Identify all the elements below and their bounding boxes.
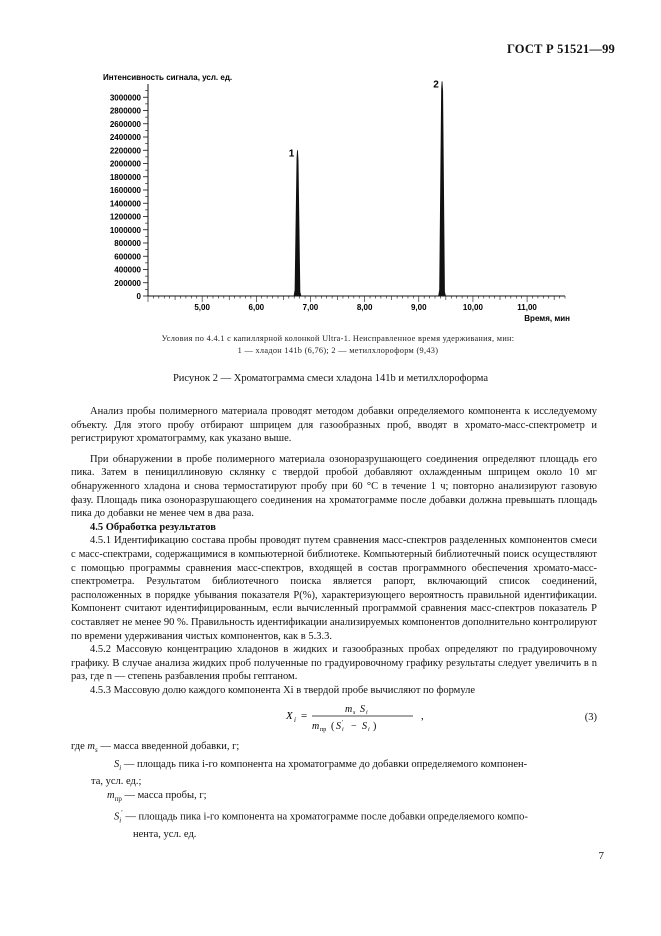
svg-text:S: S xyxy=(336,721,341,732)
figure-conditions xyxy=(118,333,558,357)
definition-mpr: $m_{пр}$ — масса пробы, г; xyxy=(107,789,207,804)
svg-text:−: − xyxy=(351,721,357,732)
svg-text:пр: пр xyxy=(320,727,327,733)
y-tick-label: 200000 xyxy=(114,278,141,288)
y-tick-label: 0 xyxy=(136,292,141,301)
peak-1 xyxy=(294,150,301,296)
y-tick-label: 600000 xyxy=(114,252,141,262)
svg-text:m: m xyxy=(312,721,320,732)
svg-text:i: i xyxy=(368,727,370,733)
body-text xyxy=(71,405,597,697)
peak-label-2: 2 xyxy=(433,79,439,91)
y-tick-label: 1400000 xyxy=(109,199,141,209)
conditions-line-2: 1 — хладон 141b (6,76); 2 — метилхлороформ (9,43) xyxy=(237,346,439,355)
chart-axes xyxy=(148,84,565,296)
y-axis-label: Интенсивность сигнала, усл. ед. xyxy=(103,73,233,82)
page-number: 7 xyxy=(598,850,604,862)
svg-text:i: i xyxy=(342,727,344,733)
paragraph-2: При обнаружении в пробе полимерного материала озоноразрушающего соединения определяют площадь его пика. Затем в пенициллиновую склянку с твердой пробой добавляют охлажденным шприцем около 10 мг обнаруженного хладона и снова термостатируют пробу при 60 °С в течение 1 ч; повторно анализируют газовую фазу. Площадь пика озоноразрушающего соединения на хроматограмме после добавки должна превышать площадь пика до добавки не менее чем в два раза. xyxy=(71,453,597,520)
paragraph-4-5-2: 4.5.2 Массовую концентрацию хладонов в жидких и газообразных пробах определяют по градуировочному графику. В случае анализа жидких проб полученные по градуировочному графику результаты следует увеличить в n раз, где n — степень разбавления пробы гептаном. xyxy=(71,644,597,683)
figure-caption: Рисунок 2 — Хроматограмма смеси хладона 141b и метилхлороформа xyxy=(172,373,489,384)
y-tick-label: 1200000 xyxy=(109,212,141,222)
peaks xyxy=(289,79,446,296)
svg-text:S: S xyxy=(360,704,365,715)
definition-si: $S_i$ — площадь пика i-го компонента на хроматограмме до добавки определяемого компонен- xyxy=(114,758,528,772)
x-tick-label: 10,00 xyxy=(462,303,483,312)
y-tick-label: 1600000 xyxy=(109,186,141,195)
x-axis-label: Время, мин xyxy=(524,314,570,323)
y-tick-label: 800000 xyxy=(114,239,141,248)
paragraph-4-5-1: 4.5.1 Идентификацию состава пробы проводят путем сравнения масс-спектров разделенных компонентов смеси с масс-спектрами, содержащимися в компьютерной библиотеке. Компьютерный библиотечный поиск осуществляют с помощью программы сравнения масс-спектров, входящей в состав программного обеспечения хромато-масс-спектрометра. Результатом библиотечного поиска является рапорт, включающий список соединений, расположенных в порядке убывания показателя P(%), характеризующего вероятность правильной идентификации. Компонент считают идентифицированным, если вычисленный программой сравнения масс-спектров показатель P составляет не менее 90 %. Правильность идентификации анализируемых компонентов дополнительно контролируют по времени удерживания чистых компонентов, как в 5.3.3. xyxy=(71,535,597,642)
definition-si-prime: $S_i'$ — площадь пика i-го компонента на хроматограмме после добавки определяемого компо- xyxy=(114,808,528,825)
svg-text:X: X xyxy=(286,710,293,722)
svg-text:,: , xyxy=(421,710,424,722)
definition-si-prime-cont: нента, усл. ед. xyxy=(133,828,197,840)
definition-ms: где $m_s$ — масса введенной добавки, г; xyxy=(71,741,240,755)
y-tick-label: 1000000 xyxy=(109,225,141,235)
svg-text:=: = xyxy=(301,710,308,722)
document-code: ГОСТ Р 51521—99 xyxy=(506,42,615,56)
peak-label-1: 1 xyxy=(288,148,295,160)
x-tick-label: 8,00 xyxy=(356,303,373,312)
paragraph-4-5-3: 4.5.3 Массовую долю каждого компонента Xi в твердой пробе вычисляют по формуле xyxy=(90,684,476,696)
section-heading-4-5: 4.5 Обработка результатов xyxy=(90,521,216,533)
x-ticks xyxy=(148,296,565,312)
y-tick-label: 3000000 xyxy=(109,93,141,103)
y-tick-label: 2400000 xyxy=(109,133,141,142)
paragraph-1: Анализ пробы полимерного материала проводят методом добавки определяемого компонента к исследуемому объекту. Для этого пробу отбирают шприцем для газообразных проб, вводят в хромато-масс-спектрометр и регистрируют хроматограмму, как указано выше. xyxy=(71,406,597,445)
definition-si-cont: та, усл. ед.; xyxy=(91,776,142,788)
svg-text:S: S xyxy=(362,721,367,732)
x-tick-label: 11,00 xyxy=(517,303,537,312)
conditions-line-1: Условия по 4.4.1 с капиллярной колонкой Ultra-1. Неисправленное время удерживания, мин: xyxy=(161,334,515,343)
y-tick-label: 400000 xyxy=(114,265,141,275)
x-tick-label: 7,00 xyxy=(302,303,319,312)
y-tick-label: 2800000 xyxy=(109,106,141,116)
svg-text:i: i xyxy=(366,710,368,716)
x-tick-label: 6,00 xyxy=(248,303,265,312)
svg-text:m: m xyxy=(345,704,353,715)
formula-number: (3) xyxy=(584,712,597,723)
svg-text:′: ′ xyxy=(342,720,344,726)
y-tick-label: 1800000 xyxy=(109,172,141,182)
y-tick-label: 2200000 xyxy=(109,146,141,156)
svg-text:i: i xyxy=(294,716,296,724)
y-tick-label: 2000000 xyxy=(109,159,141,169)
x-tick-label: 9,00 xyxy=(410,303,427,312)
x-tick-label: 5,00 xyxy=(194,303,210,312)
definitions xyxy=(71,740,597,841)
svg-text:): ) xyxy=(373,721,377,732)
svg-text:(: ( xyxy=(331,721,335,732)
y-tick-label: 2600000 xyxy=(109,119,141,129)
svg-text:s: s xyxy=(353,710,356,716)
peak-2 xyxy=(439,81,446,296)
chromatogram-chart xyxy=(0,0,661,330)
formula-3 xyxy=(71,702,597,742)
y-ticks xyxy=(110,91,148,301)
